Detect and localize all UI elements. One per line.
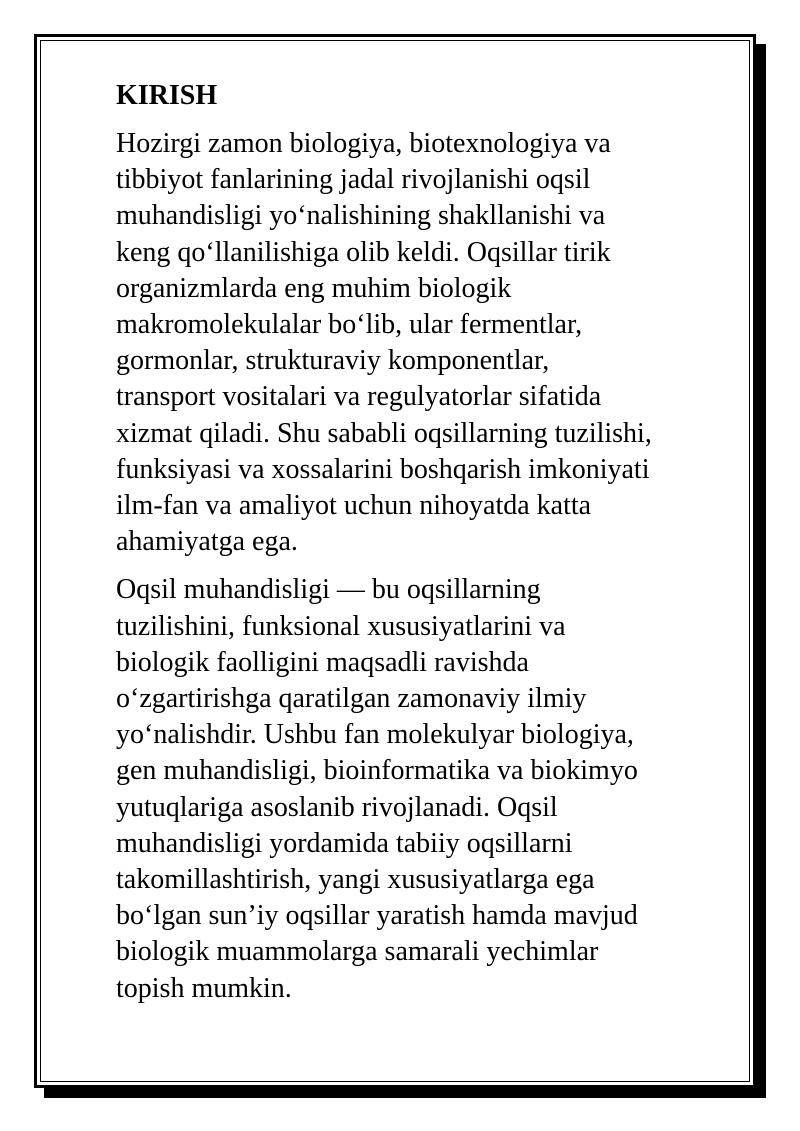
paragraph-line: organizmlarda eng muhim biologik	[116, 272, 512, 304]
paragraph-line: xizmat qiladi. Shu sababli oqsillarning tuzilishi,	[116, 417, 652, 449]
paragraph-line: Oqsil muhandisligi — bu oqsillarning	[116, 574, 541, 606]
paragraph-line: o‘zgartirishga qaratilgan zamonaviy ilmiy	[116, 683, 587, 715]
paragraph-line: bo‘lgan sun’iy oqsillar yaratish hamda mavjud	[116, 900, 638, 932]
paragraph-line: gormonlar, strukturaviy komponentlar,	[116, 345, 550, 377]
paragraph-line: gen muhandisligi, bioinformatika va biokimyo	[116, 755, 638, 787]
paragraph-line: yutuqlariga asoslanib rivojlanadi. Oqsil	[116, 791, 558, 823]
paragraph-line: biologik muammolarga samarali yechimlar	[116, 936, 599, 968]
paragraph-line: yo‘nalishdir. Ushbu fan molekulyar biologiya,	[116, 719, 634, 751]
paragraph-line: transport vositalari va regulyatorlar sifatida	[116, 381, 602, 413]
paragraph-line: biologik faolligini maqsadli ravishda	[116, 646, 529, 678]
paragraph-line: funksiyasi va xossalarini boshqarish imkoniyati	[116, 453, 650, 485]
paragraph-1	[116, 126, 740, 560]
paragraph-line: Hozirgi zamon biologiya, biotexnologiya va	[116, 128, 611, 159]
paragraph-line: ilm-fan va amaliyot uchun nihoyatda katta	[116, 490, 592, 522]
paragraph-line: makromolekulalar bo‘lib, ular fermentlar,	[116, 309, 583, 341]
paragraph-line: muhandisligi yordamida tabiiy oqsillarni	[116, 827, 573, 859]
paragraph-line: keng qo‘llanilishiga olib keldi. Oqsillar tirik	[116, 236, 611, 268]
paragraph-line: topish mumkin.	[116, 972, 292, 1004]
document-body	[116, 78, 740, 1019]
paragraph-line: tibbiyot fanlarining jadal rivojlanishi oqsil	[116, 164, 591, 196]
paragraph-line: tuzilishini, funksional xususiyatlarini va	[116, 610, 566, 642]
paragraph-2	[116, 572, 740, 1006]
section-heading: KIRISH	[116, 80, 218, 111]
paragraph-line: takomillashtirish, yangi xususiyatlarga ega	[116, 864, 595, 896]
paragraph-line: ahamiyatga ega.	[116, 526, 298, 558]
paragraph-line: muhandisligi yo‘nalishining shakllanishi va	[116, 200, 606, 232]
